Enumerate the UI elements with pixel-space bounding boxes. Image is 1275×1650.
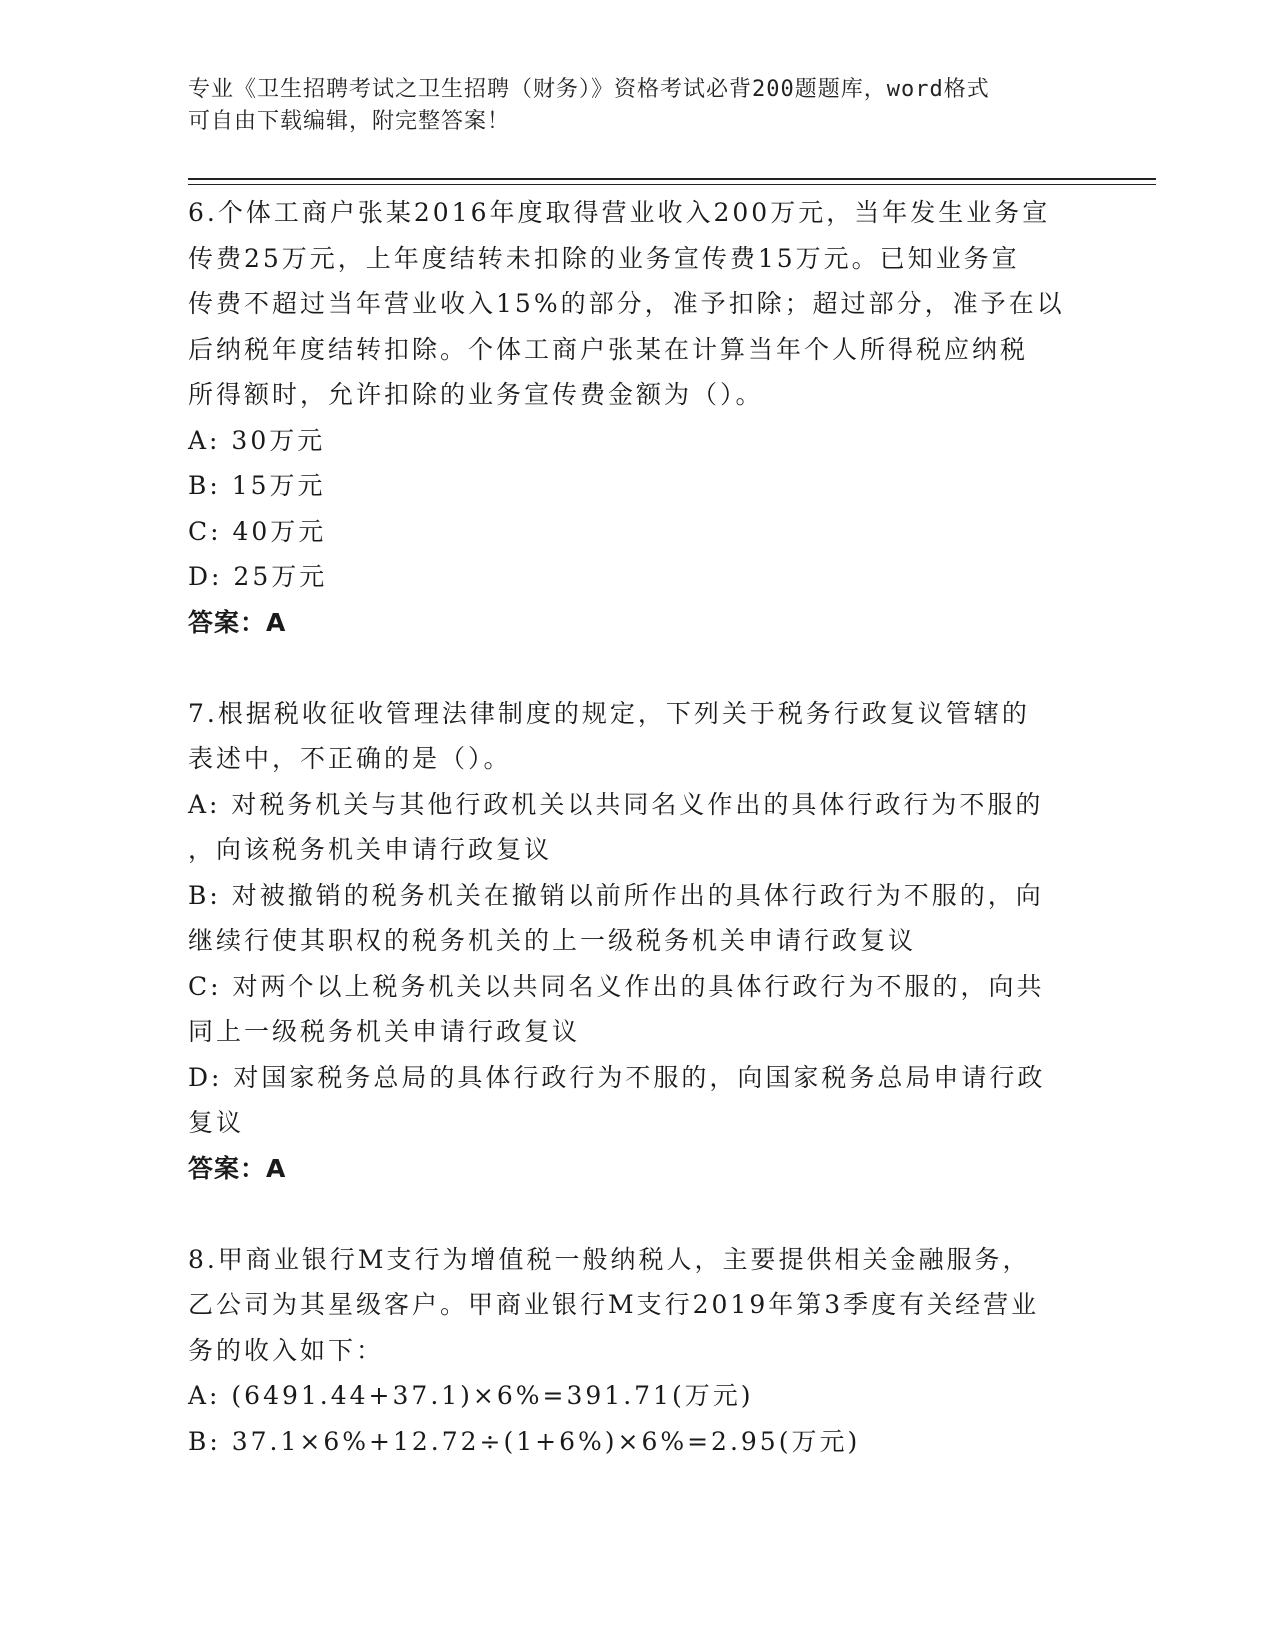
question-7 (188, 691, 1088, 1192)
option-c-continued: 同上一级税务机关申请行政复议 (188, 1017, 581, 1046)
option-b: B: 37.1×6%+12.72÷(1+6%)×6%=2.95(万元) (188, 1426, 861, 1456)
question-text-line: 表述中，不正确的是（）。 (188, 744, 512, 773)
question-8 (188, 1237, 1088, 1465)
question-text-line: 7.根据税收征收管理法律制度的规定，下列关于税务行政复议管辖的 (188, 698, 1030, 728)
header-divider-thick (188, 178, 1156, 180)
question-text-line: 务的收入如下： (188, 1335, 385, 1365)
answer-label: 答案：A (188, 607, 287, 637)
question-text-line: 6.个体工商户张某2016年度取得营业收入200万元，当年发生业务宣 (188, 198, 1051, 227)
question-text-line: 乙公司为其星级客户。甲商业银行M支行2019年第3季度有关经营业 (188, 1290, 1040, 1319)
spacer (188, 645, 1088, 691)
option-a-continued: ，向该税务机关申请行政复议 (188, 835, 553, 864)
option-c: C: 对两个以上税务机关以共同名义作出的具体行政行为不服的，向共 (188, 971, 1045, 1001)
question-list (188, 190, 1088, 1464)
question-text-line: 传费25万元，上年度结转未扣除的业务宣传费15万元。已知业务宣 (188, 243, 1020, 273)
option-c: C: 40万元 (188, 516, 327, 546)
option-b: B: 15万元 (188, 471, 326, 500)
question-6 (188, 190, 1088, 645)
answer-label: 答案：A (188, 1153, 287, 1183)
header-divider-thin (188, 184, 1156, 185)
option-d: D: 25万元 (188, 562, 328, 591)
option-b: B: 对被撤销的税务机关在撤销以前所作出的具体行政行为不服的，向 (188, 880, 1044, 910)
question-text-line: 传费不超过当年营业收入15%的部分，准予扣除；超过部分，准予在以 (188, 289, 1065, 318)
option-a: A: 30万元 (188, 425, 326, 455)
option-a: A: 对税务机关与其他行政机关以共同名义作出的具体行政行为不服的 (188, 789, 1044, 819)
header-line-2: 可自由下载编辑，附完整答案！ (188, 109, 511, 134)
question-text-line: 8.甲商业银行M支行为增值税一般纳税人，主要提供相关金融服务， (188, 1244, 1031, 1274)
option-d: D: 对国家税务总局的具体行政行为不服的，向国家税务总局申请行政 (188, 1062, 1046, 1092)
question-text-line: 所得额时，允许扣除的业务宣传费金额为（）。 (188, 380, 764, 409)
header-line-1: 专业《卫生招聘考试之卫生招聘（财务）》资格考试必背200题题库，word格式 (188, 77, 990, 102)
option-d-continued: 复议 (188, 1108, 245, 1137)
option-b-continued: 继续行使其职权的税务机关的上一级税务机关申请行政复议 (188, 926, 917, 955)
document-header (188, 74, 1088, 138)
spacer (188, 1191, 1088, 1237)
question-text-line: 后纳税年度结转扣除。个体工商户张某在计算当年个人所得税应纳税 (188, 334, 1029, 364)
option-a: A: (6491.44+37.1)×6%=391.71(万元) (188, 1381, 754, 1410)
